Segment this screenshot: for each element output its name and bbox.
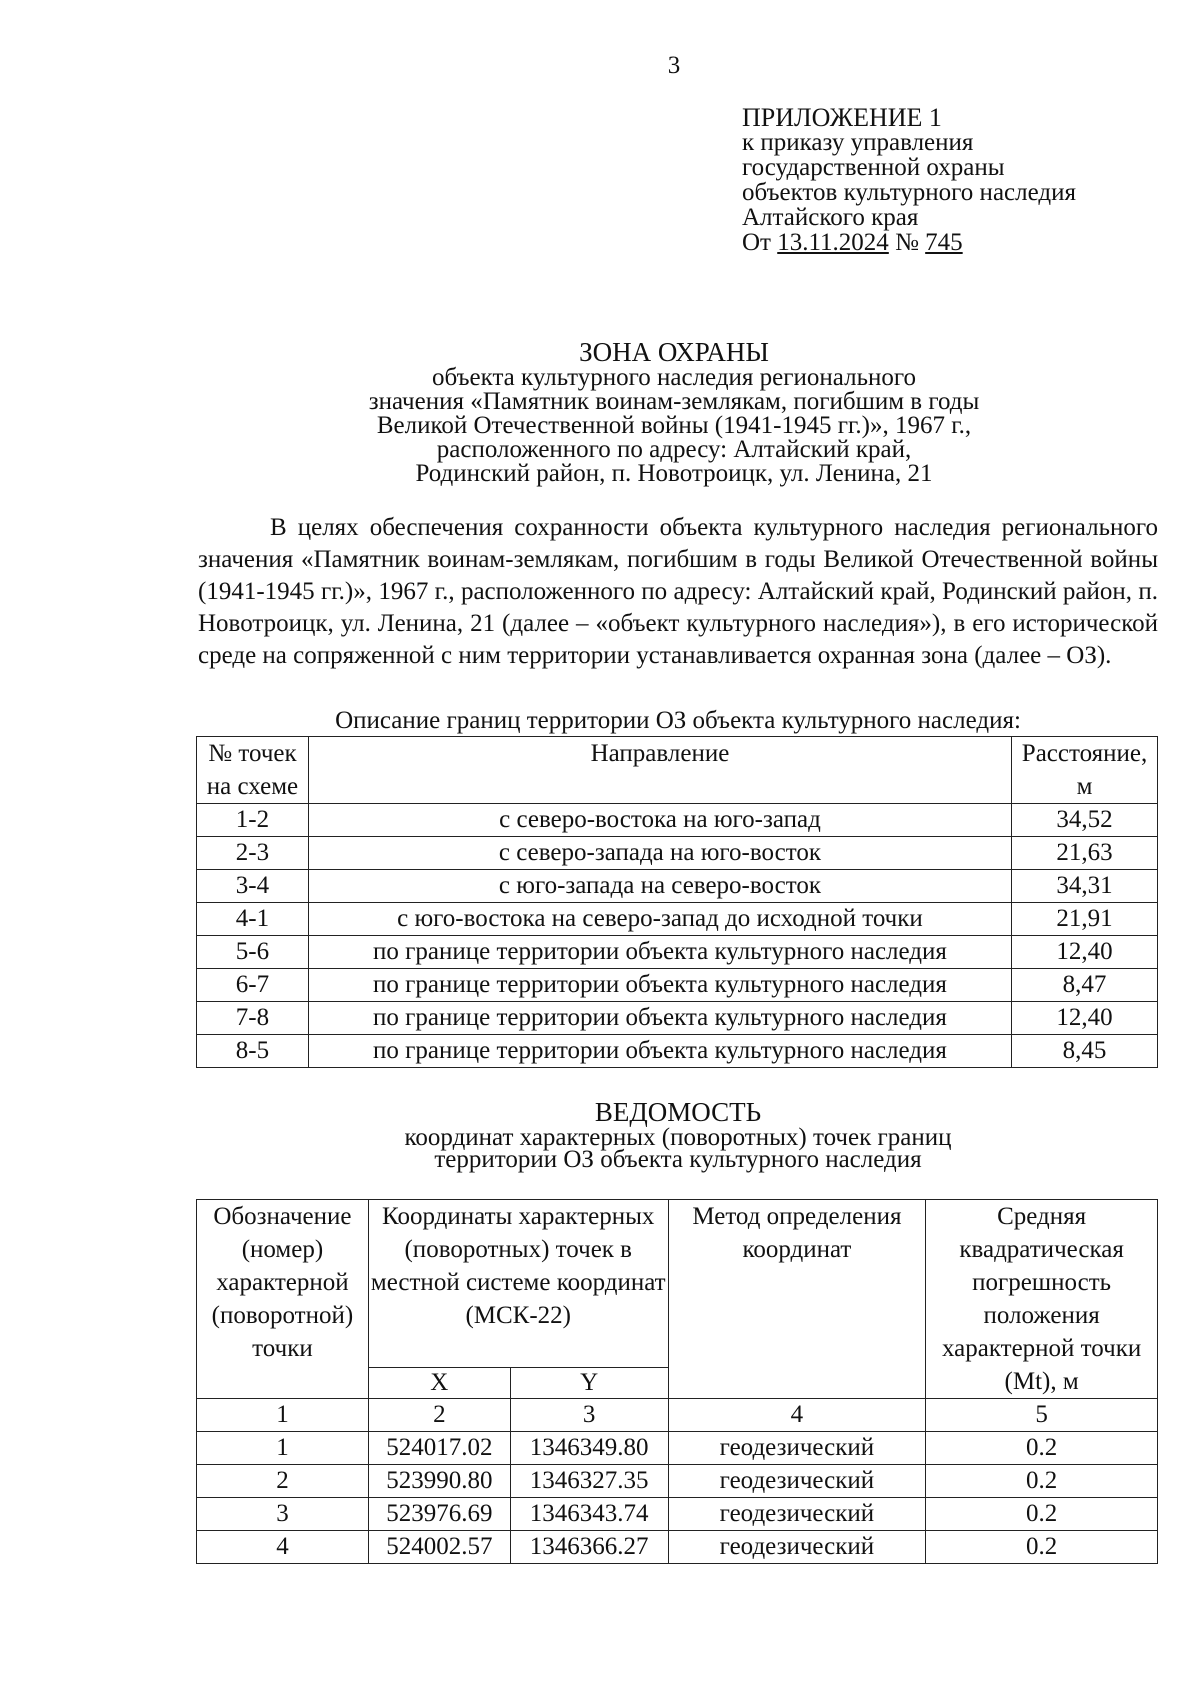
distance-cell: 34,52 [1012,804,1158,837]
intro-text [198,512,1158,672]
y-cell: 1346366.27 [510,1531,668,1564]
zone-subtitle-line: объекта культурного наследия регионального [432,364,916,391]
zone-subtitle-line: Великой Отечественной войны (1941-1945 гг.)», 1967 г., [376,412,972,439]
method-cell: геодезический [668,1531,926,1564]
header-y: Y [510,1367,668,1398]
number-sign: № [895,229,919,256]
points-cell: 5-6 [197,936,309,969]
header-method: Метод определения координат [668,1200,926,1399]
distance-cell: 8,47 [1012,969,1158,1002]
table-row [197,1035,1158,1068]
x-cell: 523976.69 [368,1498,510,1531]
points-cell: 3-4 [197,870,309,903]
zone-subtitle-line: значения «Памятник воинам-землякам, погибшим в годы [368,388,980,415]
direction-cell: с юго-востока на северо-запад до исходной точки [308,903,1011,936]
header-coordinates: Координаты характерных (поворотных) точек в местной системе координат (МСК-22) [368,1200,668,1368]
vedomost-subtitle-line: территории ОЗ объекта культурного наследия [434,1146,922,1173]
boundary-caption: Описание границ территории ОЗ объекта культурного наследия: [335,707,1021,734]
appendix-date-line [742,230,1076,255]
appendix-line: государственной охраны [742,154,1005,181]
y-cell: 1346349.80 [510,1432,668,1465]
appendix-line: объектов культурного наследия [742,179,1076,206]
header-x: X [368,1367,510,1398]
distance-cell: 8,45 [1012,1035,1158,1068]
coordinates-header-row [197,1200,1158,1368]
direction-cell: по границе территории объекта культурного наследия [308,969,1011,1002]
direction-cell: по границе территории объекта культурного наследия [308,1002,1011,1035]
distance-cell: 21,63 [1012,837,1158,870]
coordinates-table [196,1199,1158,1564]
direction-cell: по границе территории объекта культурного наследия [308,1035,1011,1068]
x-cell: 524002.57 [368,1531,510,1564]
appendix-line: Алтайского края [742,204,919,231]
point-cell: 4 [197,1531,369,1564]
x-cell: 523990.80 [368,1465,510,1498]
column-number: 4 [668,1399,926,1432]
point-cell: 3 [197,1498,369,1531]
vedomost-subtitle-line: координат характерных (поворотных) точек границ [404,1124,952,1151]
error-cell: 0.2 [926,1432,1158,1465]
column-number: 2 [368,1399,510,1432]
table-row [197,1498,1158,1531]
method-cell: геодезический [668,1432,926,1465]
table-row [197,837,1158,870]
point-cell: 2 [197,1465,369,1498]
table-row [197,870,1158,903]
points-cell: 7-8 [197,1002,309,1035]
vedomost-title: ВЕДОМОСТЬ [594,1097,762,1127]
boundary-table-header [197,737,1158,804]
column-number: 1 [197,1399,369,1432]
zone-title: ЗОНА ОХРАНЫ [579,337,769,367]
distance-cell: 12,40 [1012,936,1158,969]
distance-cell: 34,31 [1012,870,1158,903]
error-cell: 0.2 [926,1498,1158,1531]
zone-subtitle-line: расположенного по адресу: Алтайский край, [436,436,912,463]
order-date: 13.11.2024 [777,229,889,256]
y-cell: 1346327.35 [510,1465,668,1498]
direction-cell: по границе территории объекта культурного наследия [308,936,1011,969]
column-number: 3 [510,1399,668,1432]
appendix-line: к приказу управления [742,129,974,156]
table-row [197,1432,1158,1465]
zone-subtitle-line: Родинский район, п. Новотроицк, ул. Ленина, 21 [415,460,933,487]
header-direction: Направление [308,737,1011,804]
appendix-header [742,105,1076,255]
x-cell: 524017.02 [368,1432,510,1465]
header-designation: Обозначение (номер) характерной (поворотной) точки [197,1200,369,1399]
table-row [197,1002,1158,1035]
header-error: Средняя квадратическая погрешность положения характерной точки (Mt), м [926,1200,1158,1399]
points-cell: 4-1 [197,903,309,936]
distance-cell: 21,91 [1012,903,1158,936]
direction-cell: с северо-запада на юго-восток [308,837,1011,870]
distance-cell: 12,40 [1012,1002,1158,1035]
direction-cell: с северо-востока на юго-запад [308,804,1011,837]
header-points: № точек на схеме [197,737,309,804]
points-cell: 8-5 [197,1035,309,1068]
error-cell: 0.2 [926,1465,1158,1498]
column-number-row [197,1399,1158,1432]
error-cell: 0.2 [926,1531,1158,1564]
table-row [197,804,1158,837]
table-row [197,1531,1158,1564]
order-number: 745 [925,229,963,256]
header-distance: Расстояние, м [1012,737,1158,804]
vedomost-title-block [198,1097,1158,1171]
boundary-table [196,736,1158,1068]
date-prefix: От [742,229,771,256]
intro-paragraph: В целях обеспечения сохранности объекта культурного наследия регионального значения «Памятник воинам-землякам, погибшим в годы Великой Отечественной войны (1941-1945 гг.)», 1967 г., расположенного по адресу: Алтайский край, Родинский район, п. Новотроицк, ул. Ленина, 21 (далее – «объект культурного наследия»), в его исторической среде на сопряженной с ним территории устанавливается охранная зона (далее – ОЗ). [198,514,1158,669]
point-cell: 1 [197,1432,369,1465]
y-cell: 1346343.74 [510,1498,668,1531]
zone-title-block [160,338,1188,486]
direction-cell: с юго-запада на северо-восток [308,870,1011,903]
table-row [197,936,1158,969]
table-row [197,969,1158,1002]
method-cell: геодезический [668,1465,926,1498]
page-number: 3 [667,52,681,79]
points-cell: 2-3 [197,837,309,870]
table-row [197,903,1158,936]
method-cell: геодезический [668,1498,926,1531]
table-row [197,1465,1158,1498]
column-number: 5 [926,1399,1158,1432]
appendix-title: ПРИЛОЖЕНИЕ 1 [742,103,942,132]
points-cell: 6-7 [197,969,309,1002]
points-cell: 1-2 [197,804,309,837]
